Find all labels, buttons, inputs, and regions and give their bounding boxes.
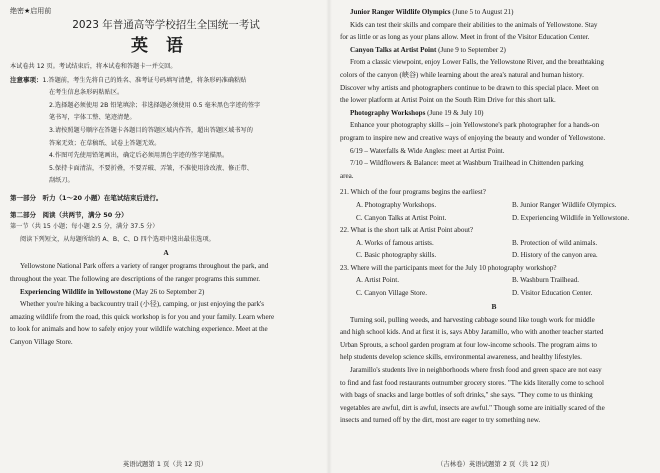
notice-3-line2: 答案无效；在草稿纸、试卷上答题无效。 [49, 139, 161, 147]
program-text-line: the lower platform at Artist Point on the South Rim Drive for this short talk. [340, 96, 556, 105]
part-two-heading: 第二部分 阅读（共两节，满分 50 分） [10, 210, 128, 219]
notice-2-line2: 笔书写，字体工整、笔迹清楚。 [49, 114, 136, 122]
passage-b-line: with bags of snacks and large bottles of soft drinks," she says. "They come to us thinking [340, 391, 593, 400]
program-heading [340, 6, 648, 19]
passage-b-line: and high school kids. And at first it is, says Abby Jaramillo, who with another teacher started [340, 328, 604, 337]
page-footer-left: 英语试题第 1 页（共 12 页） [122, 460, 208, 468]
exam-intro: 本试卷共 12 页。考试结束后，将本试卷和答题卡一并交回。 [10, 63, 177, 70]
program-dates: (May 26 to September 2) [131, 287, 205, 296]
program-title: Photography Workshops [350, 108, 426, 117]
notice-1-line2: 在考生信息条形码粘贴区。 [49, 89, 124, 97]
option-a: A. Artist Point. [356, 276, 399, 285]
part-one-heading: 第一部分 听力（1～20 小题）在笔试结束后进行。 [10, 193, 163, 202]
exam-title: 2023 年普通高等学校招生全国统一考试 [72, 19, 260, 31]
program-heading [340, 44, 648, 57]
program-title: Experiencing Wildlife in Yellowstone [20, 287, 132, 296]
question-options [340, 274, 648, 287]
passage-b-line: insects and turned off by the dirt, most are eager to try something new. [340, 416, 541, 425]
option-a: A. Works of famous artists. [356, 238, 434, 247]
passage-a-line: throughout the year. The following are descriptions of the ranger programs this summer. [10, 274, 261, 283]
program-text-line: to look for animals and how to safely enjoy your wildlife watching experience. Meet at the [10, 325, 268, 334]
passage-b-line: Turning soil, pulling weeds, and harvesting cabbage sound like tough work for middle [350, 315, 595, 324]
passage-a-line: Yellowstone National Park offers a variety of ranger programs throughout the park, and [20, 262, 269, 271]
passage-b-line: Urban Sprouts, a school garden program at four low-income schools. The program aims to [340, 340, 597, 349]
option-d: D. Experiencing Wildlife in Yellowstone. [512, 213, 630, 222]
question-options [340, 212, 648, 225]
program-text-line: From a classic viewpoint, enjoy Lower Falls, the Yellowstone River, and the breathtaking [350, 58, 604, 67]
program-heading [10, 286, 322, 299]
program-text-line: colors of the canyon (峡谷) while learning about the area's natural and human history. [340, 70, 584, 79]
notice-5-line1: 5.保持卡面清洁，不要折叠，不要弄破、弄皱，不准使用涂改液、修正带、 [49, 164, 253, 172]
notice-1-line1: 注意事项：1.答题前，考生先将自己的姓名、准考证号码填写清楚，将条形码准确粘贴 [10, 75, 247, 84]
program-text-line: Whether you're hiking a backcountry trail (小径), camping, or just enjoying the park's [20, 300, 265, 309]
question-stem: 23. Where will the participants meet for the July 10 photography workshop? [340, 263, 557, 272]
program-dates: (June 19 & July 10) [425, 108, 484, 117]
subject-title: 英语 [131, 36, 201, 56]
passage-a-letter: A [163, 248, 169, 258]
question-options [340, 249, 648, 262]
passage-b-line: to find and fast food restaurants outnumber grocery stores. "The kids literally come to school [340, 378, 604, 387]
option-b: B. Junior Ranger Wildlife Olympics. [512, 200, 617, 209]
passage-b-line: vegetables are awful, dirt is awful, insects are awful." Though some are initially scared of the [340, 403, 605, 412]
notice-5-line2: 刮纸刀。 [49, 177, 74, 185]
program-text-line: Canyon Village Store. [10, 337, 73, 346]
program-title: Junior Ranger Wildlife Olympics [350, 8, 451, 16]
question-options [340, 287, 648, 300]
option-b: B. Protection of wild animals. [512, 238, 598, 247]
option-d: D. History of the canyon area. [512, 251, 598, 260]
secret-mark: 绝密★启用前 [10, 7, 52, 15]
passage-b-letter: B [491, 301, 497, 311]
passage-b-line: help students develop science skills, environmental awareness, and healthy lifestyles. [340, 353, 582, 362]
question-stem: 22. What is the short talk at Artist Point about? [340, 226, 474, 235]
page-footer-right: （吉林卷）英语试题第 2 页（共 12 页） [436, 460, 554, 468]
notice-2-line1: 2.选择题必须使用 2B 铅笔填涂；非选择题必须使用 0.5 毫米黑色字迹的签字 [49, 101, 261, 109]
program-dates: (June 9 to September 2) [436, 45, 506, 54]
notice-3-line1: 3.请按照题号顺序在答题卡各题目的答题区域内作答，超出答题区域书写的 [49, 126, 253, 134]
option-a: A. Photography Workshops. [356, 200, 437, 209]
program-text-line: Discover why artists and photographers continue to be drawn to this special place. Meet on [340, 83, 599, 92]
workshop-item-wrap: area. [340, 171, 354, 180]
workshop-item: 7/10 – Wildflowers & Balance: meet at Washburn Trailhead in Chittenden parking [350, 159, 584, 168]
option-c: C. Basic photography skills. [356, 251, 437, 260]
option-c: C. Canyon Talks at Artist Point. [356, 213, 447, 222]
program-text-line: program to inspire new and creative ways of enjoying the beauty and wonder of Yellowstone. [340, 133, 606, 142]
program-text-line: amazing wildlife from the road, this quick workshop is for you and your family. Learn where [10, 312, 275, 321]
program-text-line: Enhance your photography skills – join Yellowstone's park photographer for a hands-on [350, 121, 600, 130]
program-heading [340, 107, 648, 120]
option-b: B. Washburn Trailhead. [512, 276, 580, 285]
section-one-heading: 第一节（共 15 小题；每小题 2.5 分，满分 37.5 分） [10, 223, 159, 231]
program-title: Canyon Talks at Artist Point [350, 45, 437, 54]
question-options [340, 199, 648, 212]
option-c: C. Canyon Village Store. [356, 289, 427, 298]
workshop-item: 6/19 – Waterfalls & Wide Angles: meet at Artist Point. [350, 146, 505, 155]
notice-label: 注意事项： [10, 75, 43, 84]
program-dates: (June 5 to August 21) [450, 8, 514, 16]
option-d: D. Visitor Education Center. [512, 289, 593, 298]
question-options [340, 237, 648, 250]
question-stem: 21. Which of the four programs begins the earliest? [340, 188, 486, 197]
notice-4-line1: 4.作图可先使用铅笔画出，确定后必须用黑色字迹的签字笔描黑。 [49, 152, 229, 160]
right-page [330, 0, 660, 473]
reading-instruction: 阅读下列短文，从每题所给的 A、B、C、D 四个选项中选出最佳选项。 [20, 235, 215, 243]
program-text-line: Kids can test their skills and compare their abilities to the animals of Yellowstone. Stay [350, 20, 598, 29]
program-text-line: for as little or as long as your plans allow. Meet in front of the Visitor Education Center. [340, 33, 590, 42]
passage-b-line: Jaramillo's students live in neighborhoods where fresh food and green space are not easy [350, 366, 602, 375]
